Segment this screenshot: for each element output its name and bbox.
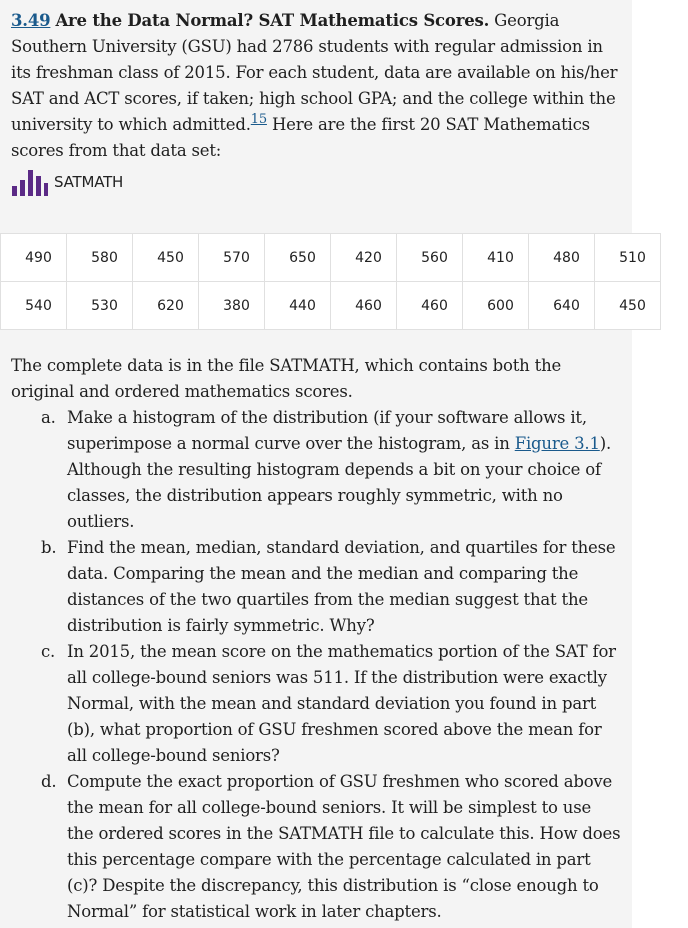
table-cell: 530 [67, 282, 133, 330]
part-text: Find the mean, median, standard deviation, and quartiles for these data. Comparing the mean and the median and comparing the distances of the two quartiles from the median suggest that the distribution is fairly symmetric. Why? [67, 538, 616, 635]
table-cell: 640 [529, 282, 595, 330]
list-item [11, 535, 621, 639]
part-label: a. [41, 408, 56, 427]
table-cell: 380 [199, 282, 265, 330]
table-cell: 440 [265, 282, 331, 330]
part-text: In 2015, the mean score on the mathematics portion of the SAT for all college-bound seniors was 511. If the distribution were exactly Normal, with the mean and standard deviation you found in part (b), what proportion of GSU freshmen scored above the mean for all college-bound seniors? [67, 642, 616, 765]
table-cell: 490 [1, 234, 67, 282]
table-cell: 650 [265, 234, 331, 282]
table-cell: 580 [67, 234, 133, 282]
part-label: b. [41, 538, 57, 557]
exercise-number-link[interactable]: 3.49 [11, 11, 51, 30]
list-item [11, 405, 621, 535]
scores-table [0, 233, 661, 330]
part-text: Make a histogram of the distribution (if your software allows it, superimpose a normal curve over the histogram, as in [67, 408, 587, 453]
table-cell: 450 [133, 234, 199, 282]
table-cell: 510 [595, 234, 661, 282]
exercise-intro-after: Here are the first 20 SAT Mathematics scores from that data set: [11, 115, 590, 160]
bar-chart-icon [11, 168, 48, 196]
table-cell: 600 [463, 282, 529, 330]
exercise-intro-text: Georgia Southern University (GSU) had 2786 students with regular admission in its freshman class of 2015. For each student, data are available on his/her SAT and ACT scores, if taken; high school GPA; and the college within the university to which admitted. [11, 11, 618, 134]
list-item [11, 769, 621, 925]
part-text-after: ). Although the resulting histogram depends a bit on your choice of classes, the distribution appears roughly symmetric, with no outliers. [67, 434, 612, 531]
dataset-name: SATMATH [54, 173, 124, 191]
part-label: d. [41, 772, 57, 791]
parts-list [11, 405, 621, 925]
table-row [1, 234, 661, 282]
exercise-body [11, 353, 621, 925]
table-cell: 460 [397, 282, 463, 330]
table-row [1, 282, 661, 330]
exercise-intro [11, 8, 621, 196]
table-cell: 570 [199, 234, 265, 282]
table-cell: 460 [331, 282, 397, 330]
list-item [11, 639, 621, 769]
footnote-link[interactable]: 15 [250, 112, 267, 127]
part-text: Compute the exact proportion of GSU freshmen who scored above the mean for all college-bound seniors. It will be simplest to use the ordered scores in the SATMATH file to calculate this. How does this percentage compare with the percentage calculated in part (c)? Despite the discrepancy, this distribution is “close enough to Normal” for statistical work in later chapters. [67, 772, 621, 921]
exercise-title: Are the Data Normal? SAT Mathematics Scores. [55, 11, 490, 30]
table-cell: 620 [133, 282, 199, 330]
complete-data-paragraph: The complete data is in the file SATMATH, which contains both the original and ordered mathematics scores. [11, 356, 562, 401]
table-cell: 560 [397, 234, 463, 282]
part-label: c. [41, 642, 56, 661]
table-cell: 480 [529, 234, 595, 282]
table-cell: 450 [595, 282, 661, 330]
table-cell: 540 [1, 282, 67, 330]
dataset-link[interactable] [11, 168, 123, 196]
table-cell: 410 [463, 234, 529, 282]
table-cell: 420 [331, 234, 397, 282]
figure-link[interactable]: Figure 3.1 [514, 434, 600, 453]
dataset-line [11, 168, 621, 196]
